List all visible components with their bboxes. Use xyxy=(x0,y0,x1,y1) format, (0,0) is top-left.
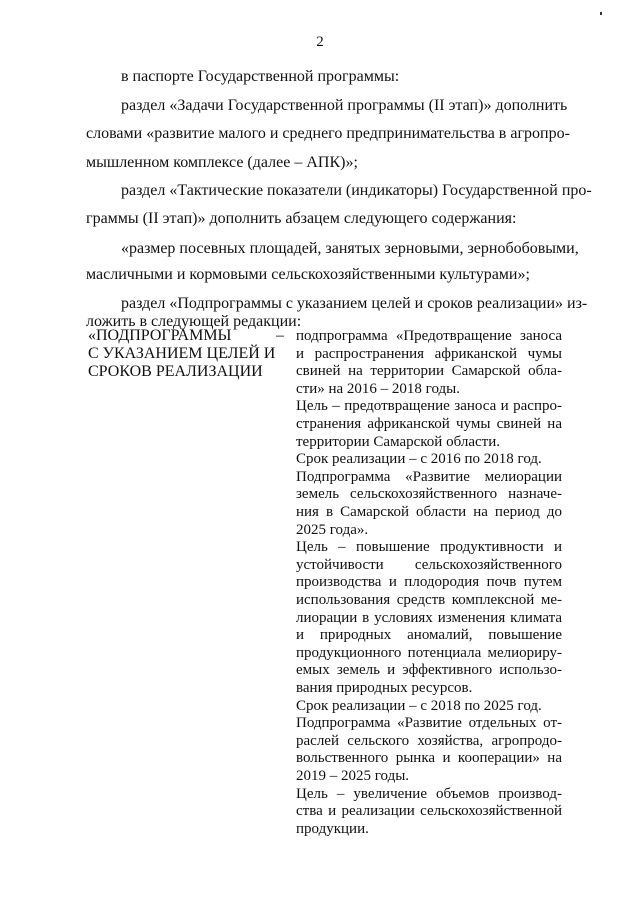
content-line: странения африканской чумы свиней на xyxy=(296,416,562,432)
content-line: устойчивости сельскохозяйственного xyxy=(296,556,562,573)
content-line: Подпрограмма «Развитие отдельных от- xyxy=(296,715,562,732)
intro-line: граммы (II этап)» дополнить абзацем следующего содержания: xyxy=(86,210,517,227)
intro-line: раздел «Задачи Государственной программы (II этап)» дополнить xyxy=(121,97,568,114)
content-line: Цель – повышение продуктивности и xyxy=(296,539,562,556)
content-line: Срок реализации – с 2016 по 2018 год. xyxy=(296,451,542,468)
content-line: раслей сельского хозяйства, агропродо- xyxy=(296,732,562,749)
page-number: 2 xyxy=(316,34,324,50)
content-line: ства и реализации сельскохозяйственной xyxy=(296,803,562,820)
content-line: продукционного потенциала мелиориру- xyxy=(296,644,562,661)
content-line: емых земель и эффективного использо- xyxy=(296,662,562,679)
content-line: земель сельскохозяйственного назначе- xyxy=(296,486,562,503)
intro-line: раздел «Тактические показатели (индикаторы) Государственной про- xyxy=(121,182,592,199)
intro-line: мышленном комплексе (далее – АПК)»; xyxy=(86,154,358,171)
table-label-line: «ПОДПРОГРАММЫ xyxy=(88,327,232,344)
content-line: подпрограмма «Предотвращение заноса xyxy=(296,328,562,344)
content-line: 2019 – 2025 годы. xyxy=(296,768,410,784)
scan-speck xyxy=(600,12,602,15)
intro-line: в паспорте Государственной программы: xyxy=(121,68,400,85)
content-line: сти» на 2016 – 2018 годы. xyxy=(296,380,460,397)
content-line: и природных аномалий, повышение xyxy=(296,627,562,644)
content-line: территории Самарской области. xyxy=(296,433,500,450)
table-label-line: С УКАЗАНИЕМ ЦЕЛЕЙ И xyxy=(88,345,276,362)
intro-line: ложить в следующей редакции: xyxy=(86,313,302,330)
label-dash: – xyxy=(276,327,284,344)
content-line: вольственного рынка и кооперации» на xyxy=(296,750,562,767)
intro-line: масличными и кормовыми сельскохозяйственными культурами»; xyxy=(86,266,530,283)
content-line: и распространения африканской чумы xyxy=(296,345,562,362)
intro-line: раздел «Подпрограммы с указанием целей и сроков реализации» из- xyxy=(121,295,588,312)
intro-line: словами «развитие малого и среднего предпринимательства в агропро- xyxy=(86,125,570,142)
content-line: Срок реализации – с 2018 по 2025 год. xyxy=(296,697,542,714)
content-line: 2025 года». xyxy=(296,521,369,538)
content-line: Цель – увеличение объемов производ- xyxy=(296,785,562,802)
content-line: свиней на территории Самарской обла- xyxy=(296,363,562,380)
content-line: ния в Самарской области на период до xyxy=(296,504,562,520)
content-line: вания природных ресурсов. xyxy=(296,680,473,696)
table-label-line: СРОКОВ РЕАЛИЗАЦИИ xyxy=(88,363,263,380)
content-line: производства и плодородия почв путем xyxy=(296,574,562,591)
content-line: Цель – предотвращение заноса и распро- xyxy=(296,398,562,415)
content-line: Подпрограмма «Развитие мелиорации xyxy=(296,468,562,485)
content-line: продукции. xyxy=(296,820,369,837)
intro-line: «размер посевных площадей, занятых зерновыми, зернобобовыми, xyxy=(121,240,579,257)
content-line: лиорации в условиях изменения климата xyxy=(296,609,562,626)
content-line: использования средств комплексной ме- xyxy=(296,592,562,608)
